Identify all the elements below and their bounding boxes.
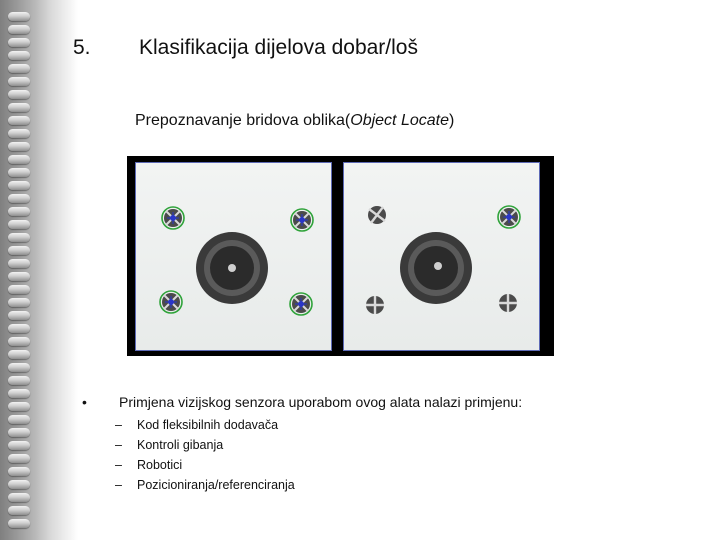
- binder-ring: [8, 38, 30, 47]
- binder-ring: [8, 519, 30, 528]
- binder-ring: [8, 51, 30, 60]
- binder-ring: [8, 181, 30, 190]
- binder-ring: [8, 25, 30, 34]
- binder-ring: [8, 12, 30, 21]
- feature-bottom-left-unmatched: [366, 296, 384, 314]
- binder-ring: [8, 337, 30, 346]
- binder-ring: [8, 207, 30, 216]
- binder-ring: [8, 103, 30, 112]
- slide-number: 5.: [73, 36, 91, 59]
- binder-ring: [8, 116, 30, 125]
- binder-ring: [8, 142, 30, 151]
- feature-top-right: [291, 209, 313, 231]
- good-part-plate: [135, 162, 332, 351]
- sub-bullet-text: Robotici: [137, 458, 183, 472]
- feature-top-left-unmatched: [368, 206, 386, 224]
- object-locate-image: [127, 156, 554, 356]
- bad-part-drawing: [344, 163, 539, 350]
- binder-ring: [8, 259, 30, 268]
- sub-bullet-text: Kontroli gibanja: [137, 438, 224, 452]
- dash-icon: –: [115, 418, 122, 432]
- binder-ring: [8, 233, 30, 242]
- binder-ring: [8, 298, 30, 307]
- binder-ring: [8, 402, 30, 411]
- bullet-icon: •: [82, 394, 87, 410]
- sub-bullet-text: Kod fleksibilnih dodavača: [137, 418, 279, 432]
- binder-ring: [8, 64, 30, 73]
- dash-icon: –: [115, 458, 122, 472]
- binder-ring: [8, 285, 30, 294]
- binder-ring: [8, 389, 30, 398]
- center-hole-dot: [434, 262, 442, 270]
- binder-ring: [8, 428, 30, 437]
- binder-ring: [8, 90, 30, 99]
- binder-ring: [8, 168, 30, 177]
- subtitle-close: ): [448, 112, 455, 129]
- feature-bottom-right: [290, 293, 312, 315]
- feature-top-left: [162, 207, 184, 229]
- subtitle-text: Prepoznavanje bridova oblika(: [135, 112, 351, 129]
- slide-title: Klasifikacija dijelova dobar/loš: [139, 36, 418, 59]
- binder-ring: [8, 467, 30, 476]
- binder-ring: [8, 441, 30, 450]
- feature-top-right-matched: [498, 206, 520, 228]
- binder-ring: [8, 506, 30, 515]
- binder-ring: [8, 129, 30, 138]
- center-hole-dot: [228, 264, 236, 272]
- binder-ring: [8, 415, 30, 424]
- slide-subtitle: [135, 112, 454, 130]
- binder-ring: [8, 480, 30, 489]
- binder-ring: [8, 363, 30, 372]
- binder-ring: [8, 194, 30, 203]
- binder-ring: [8, 220, 30, 229]
- feature-bottom-right-unmatched: [499, 294, 517, 312]
- binder-ring: [8, 324, 30, 333]
- binder-ring: [8, 493, 30, 502]
- bullet-main-text: Primjena vizijskog senzora uporabom ovog alata nalazi primjenu:: [119, 394, 523, 410]
- bad-part-plate: [343, 162, 540, 351]
- binder-ring: [8, 350, 30, 359]
- binder-ring: [8, 454, 30, 463]
- subtitle-italic-term: Object Locate: [350, 112, 449, 129]
- dash-icon: –: [115, 438, 122, 452]
- good-part-drawing: [136, 163, 331, 350]
- binder-ring: [8, 77, 30, 86]
- binder-ring: [8, 246, 30, 255]
- binder-ring: [8, 272, 30, 281]
- binder-ring: [8, 311, 30, 320]
- dash-icon: –: [115, 478, 122, 492]
- binder-ring: [8, 155, 30, 164]
- sub-bullet-text: Pozicioniranja/referenciranja: [137, 478, 295, 492]
- binder-strip: [0, 0, 50, 540]
- binder-ring: [8, 376, 30, 385]
- feature-bottom-left: [160, 291, 182, 313]
